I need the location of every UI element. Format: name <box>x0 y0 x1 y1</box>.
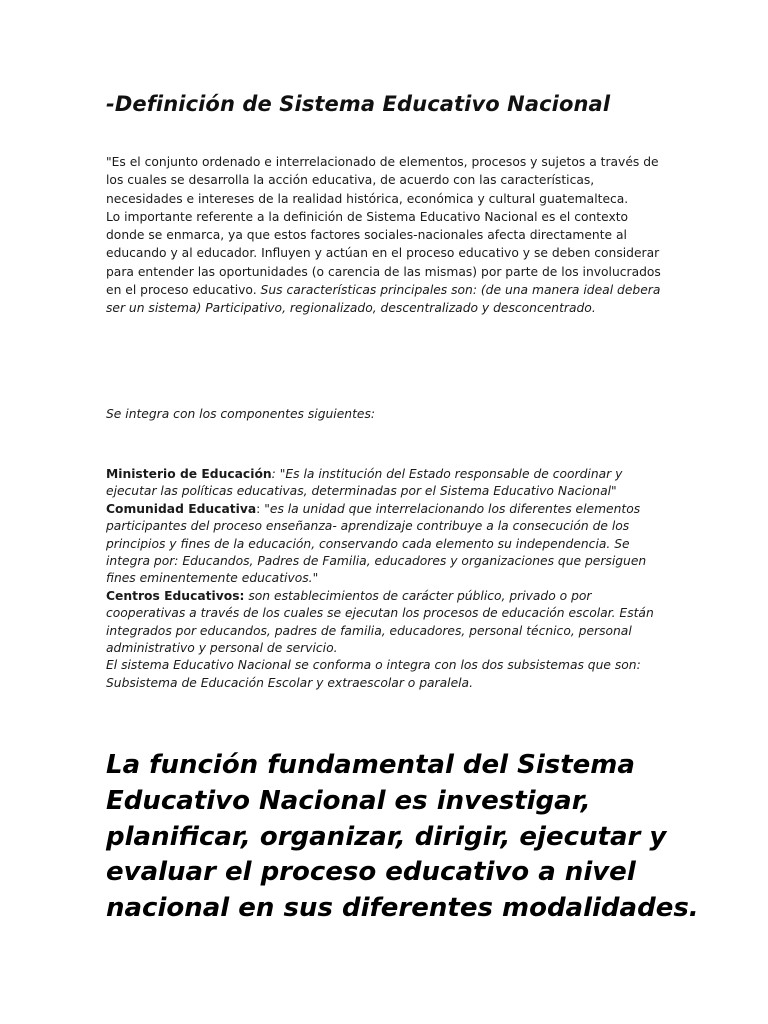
component-term: Ministerio de Educación <box>106 467 272 481</box>
characteristics-text: Sus características principales son: (de una manera ideal debera ser un sistema) Participativo, regionalizado, descentralizado y desconcentrado. <box>106 283 661 316</box>
components-intro: Se integra con los componentes siguientes: <box>106 407 376 421</box>
component-separator: : <box>271 467 280 481</box>
component-description: "Es la institución del Estado responsable de coordinar y ejecutar las políticas educativas, determinadas por el Sistema Educativo Nacional" <box>106 467 623 499</box>
components-list <box>106 466 666 692</box>
context-text: Lo importante referente a la definición de Sistema Educativo Nacional es el contexto donde se enmarca, ya que estos factores sociales-nacionales afecta directamente al educando y al educador. Influyen y actúan en el proceso educativo y se deben considerar para entender las oportunidades (o carencia de las mismas) por parte de los involucrados en el proceso educativo. <box>106 209 661 298</box>
function-statement: La función fundamental del Sistema Educativo Nacional es investigar, planificar, organizar, dirigir, ejecutar y evaluar el proceso educativo a nivel nacional en sus diferentes modalidades. <box>106 750 699 924</box>
component-term: Comunidad Educativa <box>106 501 257 516</box>
component-term: Centros Educativos: <box>106 588 245 603</box>
component-separator: : <box>256 501 265 516</box>
subsystems-text: El sistema Educativo Nacional se conforma o integra con los dos subsistemas que son: Subsistema de Educación Escolar y extraescolar o paralela. <box>106 658 641 690</box>
definition-paragraph <box>106 153 666 318</box>
component-description: son establecimientos de carácter público, privado o por cooperativas a través de los cuales se ejecutan los procesos de educación escolar. Están integrados por educandos, padres de familia, educadores, personal técnico, personal administrativo y personal de servicio. <box>106 588 654 656</box>
page-title: -Definición de Sistema Educativo Nacional <box>106 92 611 116</box>
component-description: "es la unidad que interrelacionando los diferentes elementos participantes del proceso enseñanza- aprendizaje contribuye a la consecución de los principios y fines de la educación, conservando cada elemento su independencia. Se integra por: Educandos, Padres de Familia, educadores y organizaciones que persiguen fines eminentemente educativos." <box>106 501 647 586</box>
definition-text: "Es el conjunto ordenado e interrelacionado de elementos, procesos y sujetos a través de los cuales se desarrolla la acción educativa, de acuerdo con las características, necesidades e intereses de la realidad histórica, económica y cultural guatemalteca. <box>106 155 659 206</box>
